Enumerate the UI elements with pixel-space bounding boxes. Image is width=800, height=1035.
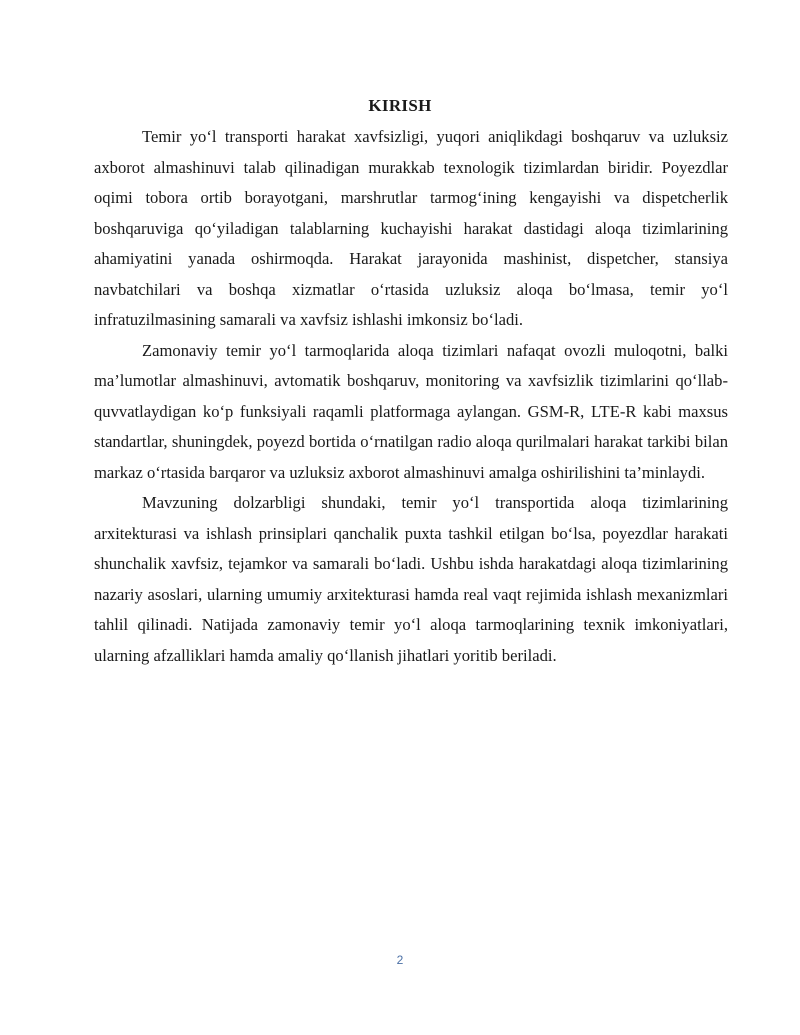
section-heading: KIRISH — [368, 96, 432, 115]
page-number: 2 — [396, 953, 404, 967]
paragraph-1: Temir yo‘l transporti harakat xavfsizligi, yuqori aniqlikdagi boshqaruv va uzluksiz axborot almashinuvi talab qilinadigan murakkab texnologik tizimlardan biridir. Poyezdlar oqimi tobora ortib borayotgani, marshrutlar tarmog‘ining kengayishi va dispetcherlik boshqaruviga qo‘yiladigan talablarning kuchayishi harakat dastidagi aloqa tizimlarining ahamiyatini yanada oshirmoqda. Harakat jarayonida mashinist, dispetcher, stansiya navbatchilari va boshqa xizmatlar o‘rtasida uzluksiz aloqa bo‘lmasa, temir yo‘l infratuzilmasining samarali va xavfsiz ishlashi imkonsiz bo‘ladi. — [94, 127, 728, 329]
body-text — [94, 122, 728, 671]
paragraph-3: Mavzuning dolzarbligi shundaki, temir yo‘l transportida aloqa tizimlarining arxitekturasi va ishlash prinsiplari qanchalik puxta tashkil etilgan bo‘lsa, poyezdlar harakati shunchalik xavfsiz, tejamkor va samarali bo‘ladi. Ushbu ishda harakatdagi aloqa tizimlarining nazariy asoslari, ularning umumiy arxitekturasi hamda real vaqt rejimida ishlash mexanizmlari tahlil qilinadi. Natijada zamonaviy temir yo‘l aloqa tarmoqlarining texnik imkoniyatlari, ularning afzalliklari hamda amaliy qo‘llanish jihatlari yoritib beriladi. — [94, 493, 728, 665]
paragraph-2: Zamonaviy temir yo‘l tarmoqlarida aloqa tizimlari nafaqat ovozli muloqotni, balki ma’lumotlar almashinuvi, avtomatik boshqaruv, monitoring va xavfsizlik tizimlarini qo‘llab-quvvatlaydigan ko‘p funksiyali raqamli platformaga aylangan. GSM-R, LTE-R kabi maxsus standartlar, shuningdek, poyezd bortida o‘rnatilgan radio aloqa qurilmalari harakat tarkibi bilan markaz o‘rtasida barqaror va uzluksiz axborot almashinuvi amalga oshirilishini ta’minlaydi. — [94, 340, 728, 482]
